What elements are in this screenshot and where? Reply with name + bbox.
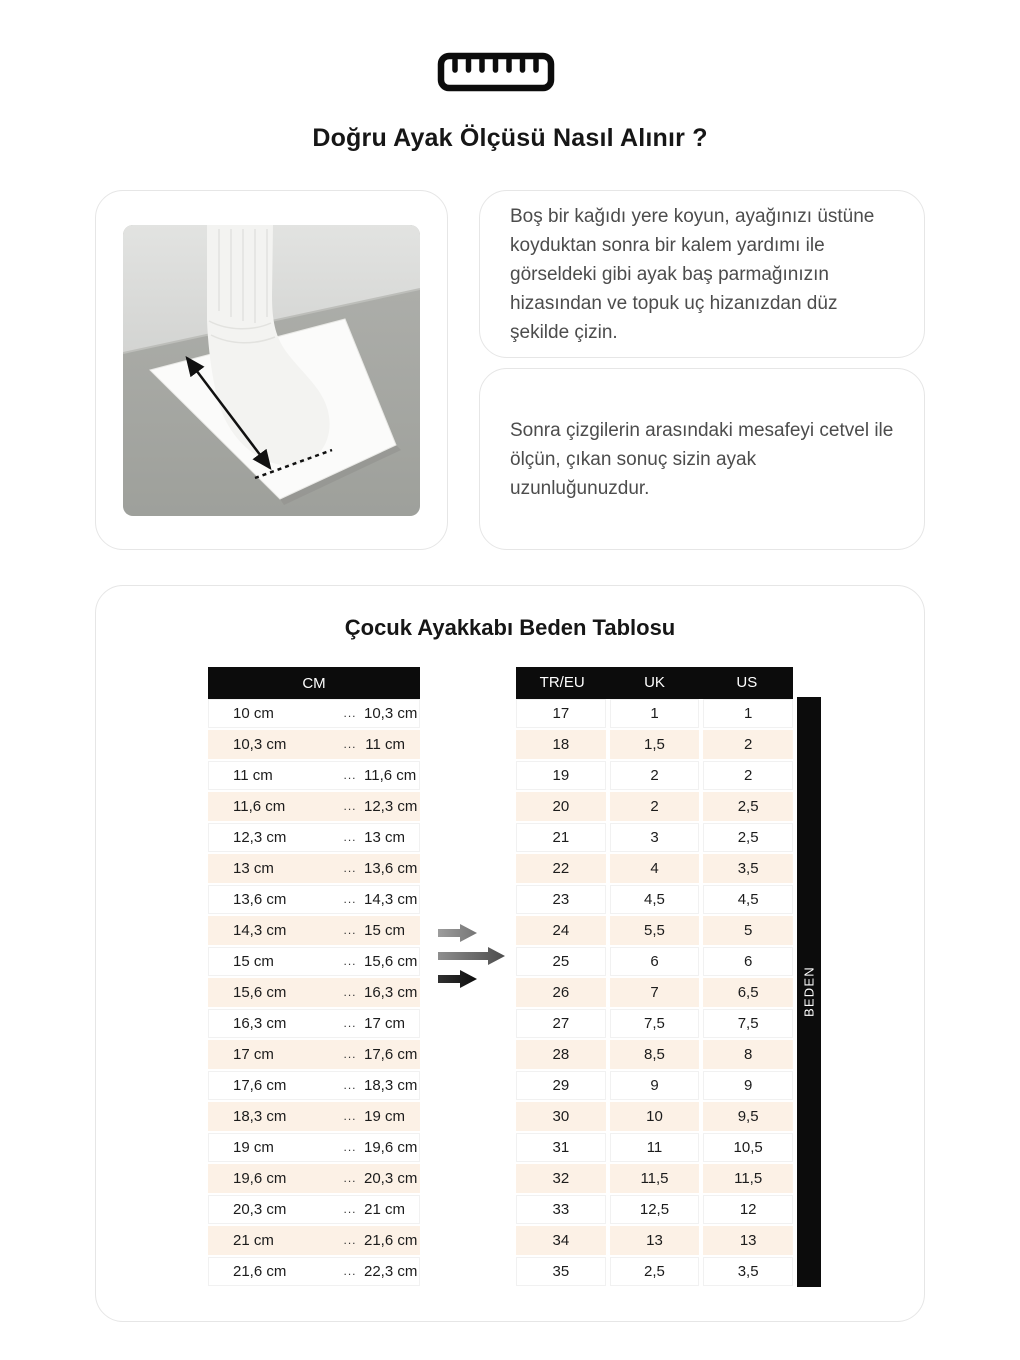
- eu-table-row: [516, 978, 793, 1007]
- eu-cell: 30: [516, 1102, 606, 1131]
- cm-table-row: [208, 1009, 420, 1038]
- eu-cell: 2,5: [703, 792, 793, 821]
- cm-table-row: [208, 1071, 420, 1100]
- eu-table-row: [516, 1071, 793, 1100]
- cm-cell: ...: [336, 761, 364, 790]
- cm-cell: 16,3 cm: [208, 1009, 336, 1038]
- eu-cell: 8: [703, 1040, 793, 1069]
- cm-cell: 22,3 cm: [364, 1257, 420, 1286]
- eu-cell: 9: [610, 1071, 700, 1100]
- eu-cell: 6: [703, 947, 793, 976]
- eu-table-row: [516, 761, 793, 790]
- cm-table-row: [208, 1164, 420, 1193]
- eu-table-row: [516, 1040, 793, 1069]
- eu-cell: 2: [610, 761, 700, 790]
- eu-size-table: [512, 697, 797, 1288]
- cm-cell: 13 cm: [208, 854, 336, 883]
- eu-table-row: [516, 823, 793, 852]
- cm-cell: 21,6 cm: [364, 1226, 420, 1255]
- eu-cell: 4,5: [703, 885, 793, 914]
- eu-table-row: [516, 1226, 793, 1255]
- eu-cell: 20: [516, 792, 606, 821]
- eu-cell: 34: [516, 1226, 606, 1255]
- cm-cell: 11 cm: [364, 730, 420, 759]
- eu-cell: 9,5: [703, 1102, 793, 1131]
- cm-cell: 17,6 cm: [208, 1071, 336, 1100]
- eu-cell: 3: [610, 823, 700, 852]
- eu-cell: 5: [703, 916, 793, 945]
- eu-cell: 29: [516, 1071, 606, 1100]
- eu-cell: 2: [703, 761, 793, 790]
- eu-cell: 13: [610, 1226, 700, 1255]
- cm-cell: 17 cm: [208, 1040, 336, 1069]
- eu-cell: 1: [703, 699, 793, 728]
- eu-cell: 21: [516, 823, 606, 852]
- eu-cell: 11,5: [703, 1164, 793, 1193]
- eu-table-row: [516, 1102, 793, 1131]
- cm-cell: 21 cm: [364, 1195, 420, 1224]
- eu-header-tr-eu: TR/EU: [539, 674, 585, 691]
- eu-header-us: US: [736, 674, 758, 691]
- eu-cell: 6: [610, 947, 700, 976]
- cm-cell: 18,3 cm: [364, 1071, 420, 1100]
- cm-cell: 10,3 cm: [364, 699, 420, 728]
- eu-table-row: [516, 916, 793, 945]
- cm-cell: ...: [336, 1102, 364, 1131]
- eu-cell: 13: [703, 1226, 793, 1255]
- eu-table-row: [516, 1195, 793, 1224]
- eu-cell: 11: [610, 1133, 700, 1162]
- cm-cell: 16,3 cm: [364, 978, 420, 1007]
- eu-cell: 5,5: [610, 916, 700, 945]
- cm-cell: 13,6 cm: [364, 854, 420, 883]
- cm-cell: 11 cm: [208, 761, 336, 790]
- eu-cell: 35: [516, 1257, 606, 1286]
- cm-cell: 19,6 cm: [208, 1164, 336, 1193]
- eu-cell: 1,5: [610, 730, 700, 759]
- eu-cell: 22: [516, 854, 606, 883]
- eu-cell: 32: [516, 1164, 606, 1193]
- cm-cell: ...: [336, 823, 364, 852]
- transfer-arrows-icon: [438, 924, 506, 988]
- cm-cell: 17 cm: [364, 1009, 420, 1038]
- eu-cell: 24: [516, 916, 606, 945]
- cm-cell: ...: [336, 916, 364, 945]
- eu-header-uk: UK: [644, 674, 665, 691]
- cm-cell: ...: [336, 1040, 364, 1069]
- eu-table-row: [516, 885, 793, 914]
- cm-table-row: [208, 823, 420, 852]
- eu-cell: 33: [516, 1195, 606, 1224]
- eu-cell: 31: [516, 1133, 606, 1162]
- cm-cell: ...: [336, 1195, 364, 1224]
- eu-cell: 17: [516, 699, 606, 728]
- eu-cell: 3,5: [703, 1257, 793, 1286]
- eu-cell: 7,5: [703, 1009, 793, 1038]
- cm-table: [208, 697, 420, 1288]
- eu-cell: 4,5: [610, 885, 700, 914]
- cm-table-row: [208, 978, 420, 1007]
- cm-cell: ...: [336, 1257, 364, 1286]
- cm-cell: 11,6 cm: [364, 761, 420, 790]
- eu-cell: 25: [516, 947, 606, 976]
- cm-cell: ...: [336, 1133, 364, 1162]
- eu-table-row: [516, 699, 793, 728]
- cm-cell: 14,3 cm: [208, 916, 336, 945]
- cm-table-row: [208, 947, 420, 976]
- instruction-step-2: Sonra çizgilerin arasındaki mesafeyi cetvel ile ölçün, çıkan sonuç sizin ayak uzunluğunuzdur.: [510, 419, 894, 499]
- cm-cell: 15,6 cm: [208, 978, 336, 1007]
- eu-table-row: [516, 947, 793, 976]
- cm-cell: ...: [336, 1071, 364, 1100]
- eu-cell: 2,5: [703, 823, 793, 852]
- cm-table-row: [208, 854, 420, 883]
- eu-cell: 12,5: [610, 1195, 700, 1224]
- measurement-photo-card: [95, 190, 448, 550]
- cm-cell: ...: [336, 854, 364, 883]
- cm-cell: 19 cm: [208, 1133, 336, 1162]
- eu-cell: 18: [516, 730, 606, 759]
- page-title: Doğru Ayak Ölçüsü Nasıl Alınır ?: [312, 124, 708, 152]
- eu-cell: 11,5: [610, 1164, 700, 1193]
- cm-cell: 12,3 cm: [364, 792, 420, 821]
- ruler-icon: [437, 52, 555, 92]
- eu-cell: 27: [516, 1009, 606, 1038]
- eu-cell: 8,5: [610, 1040, 700, 1069]
- eu-cell: 23: [516, 885, 606, 914]
- cm-cell: 12,3 cm: [208, 823, 336, 852]
- cm-cell: ...: [336, 730, 364, 759]
- cm-cell: 17,6 cm: [364, 1040, 420, 1069]
- cm-cell: ...: [336, 1009, 364, 1038]
- eu-table-row: [516, 854, 793, 883]
- eu-cell: 4: [610, 854, 700, 883]
- cm-cell: 20,3 cm: [364, 1164, 420, 1193]
- cm-cell: 15 cm: [364, 916, 420, 945]
- cm-cell: 15 cm: [208, 947, 336, 976]
- eu-cell: 1: [610, 699, 700, 728]
- cm-table-row: [208, 792, 420, 821]
- cm-cell: 19,6 cm: [364, 1133, 420, 1162]
- eu-cell: 12: [703, 1195, 793, 1224]
- eu-table-header: [516, 667, 793, 699]
- cm-cell: 10,3 cm: [208, 730, 336, 759]
- eu-table-row: [516, 1133, 793, 1162]
- eu-cell: 3,5: [703, 854, 793, 883]
- beden-label: BEDEN: [797, 697, 821, 1287]
- eu-cell: 9: [703, 1071, 793, 1100]
- cm-cell: ...: [336, 792, 364, 821]
- eu-cell: 2: [610, 792, 700, 821]
- cm-table-row: [208, 1102, 420, 1131]
- cm-cell: 21 cm: [208, 1226, 336, 1255]
- cm-cell: 13 cm: [364, 823, 420, 852]
- cm-cell: 13,6 cm: [208, 885, 336, 914]
- cm-cell: 21,6 cm: [208, 1257, 336, 1286]
- eu-table-row: [516, 792, 793, 821]
- cm-cell: 11,6 cm: [208, 792, 336, 821]
- cm-cell: 15,6 cm: [364, 947, 420, 976]
- cm-table-row: [208, 1040, 420, 1069]
- cm-cell: ...: [336, 1226, 364, 1255]
- foot-measurement-photo: [123, 225, 420, 516]
- eu-cell: 19: [516, 761, 606, 790]
- eu-cell: 7: [610, 978, 700, 1007]
- cm-table-row: [208, 699, 420, 728]
- eu-cell: 2,5: [610, 1257, 700, 1286]
- eu-cell: 7,5: [610, 1009, 700, 1038]
- eu-table-row: [516, 1009, 793, 1038]
- cm-table-header: CM: [208, 667, 420, 699]
- cm-cell: ...: [336, 1164, 364, 1193]
- cm-cell: ...: [336, 885, 364, 914]
- cm-cell: ...: [336, 978, 364, 1007]
- cm-cell: 20,3 cm: [208, 1195, 336, 1224]
- cm-table-row: [208, 1226, 420, 1255]
- cm-table-row: [208, 1257, 420, 1286]
- cm-table-row: [208, 761, 420, 790]
- eu-cell: 2: [703, 730, 793, 759]
- cm-cell: 18,3 cm: [208, 1102, 336, 1131]
- eu-cell: 10: [610, 1102, 700, 1131]
- eu-table-row: [516, 1257, 793, 1286]
- cm-cell: 14,3 cm: [364, 885, 420, 914]
- cm-table-row: [208, 885, 420, 914]
- cm-table-row: [208, 1195, 420, 1224]
- size-table-title: Çocuk Ayakkabı Beden Tablosu: [344, 615, 676, 640]
- instruction-step-1: Boş bir kağıdı yere koyun, ayağınızı üstüne koyduktan sonra bir kalem yardımı ile görseldeki gibi ayak baş parmağınızın hizasından ve topuk uç hizanızdan düz şekilde çizin.: [510, 205, 875, 343]
- cm-table-row: [208, 730, 420, 759]
- eu-cell: 26: [516, 978, 606, 1007]
- cm-cell: ...: [336, 699, 364, 728]
- eu-cell: 6,5: [703, 978, 793, 1007]
- cm-table-row: [208, 916, 420, 945]
- cm-cell: ...: [336, 947, 364, 976]
- eu-table-row: [516, 730, 793, 759]
- cm-cell: 10 cm: [208, 699, 336, 728]
- size-table-card: [95, 585, 925, 1322]
- eu-cell: 28: [516, 1040, 606, 1069]
- cm-table-row: [208, 1133, 420, 1162]
- cm-cell: 19 cm: [364, 1102, 420, 1131]
- eu-table-row: [516, 1164, 793, 1193]
- instruction-card-2: [479, 368, 925, 550]
- instruction-card-1: [479, 190, 925, 358]
- eu-cell: 10,5: [703, 1133, 793, 1162]
